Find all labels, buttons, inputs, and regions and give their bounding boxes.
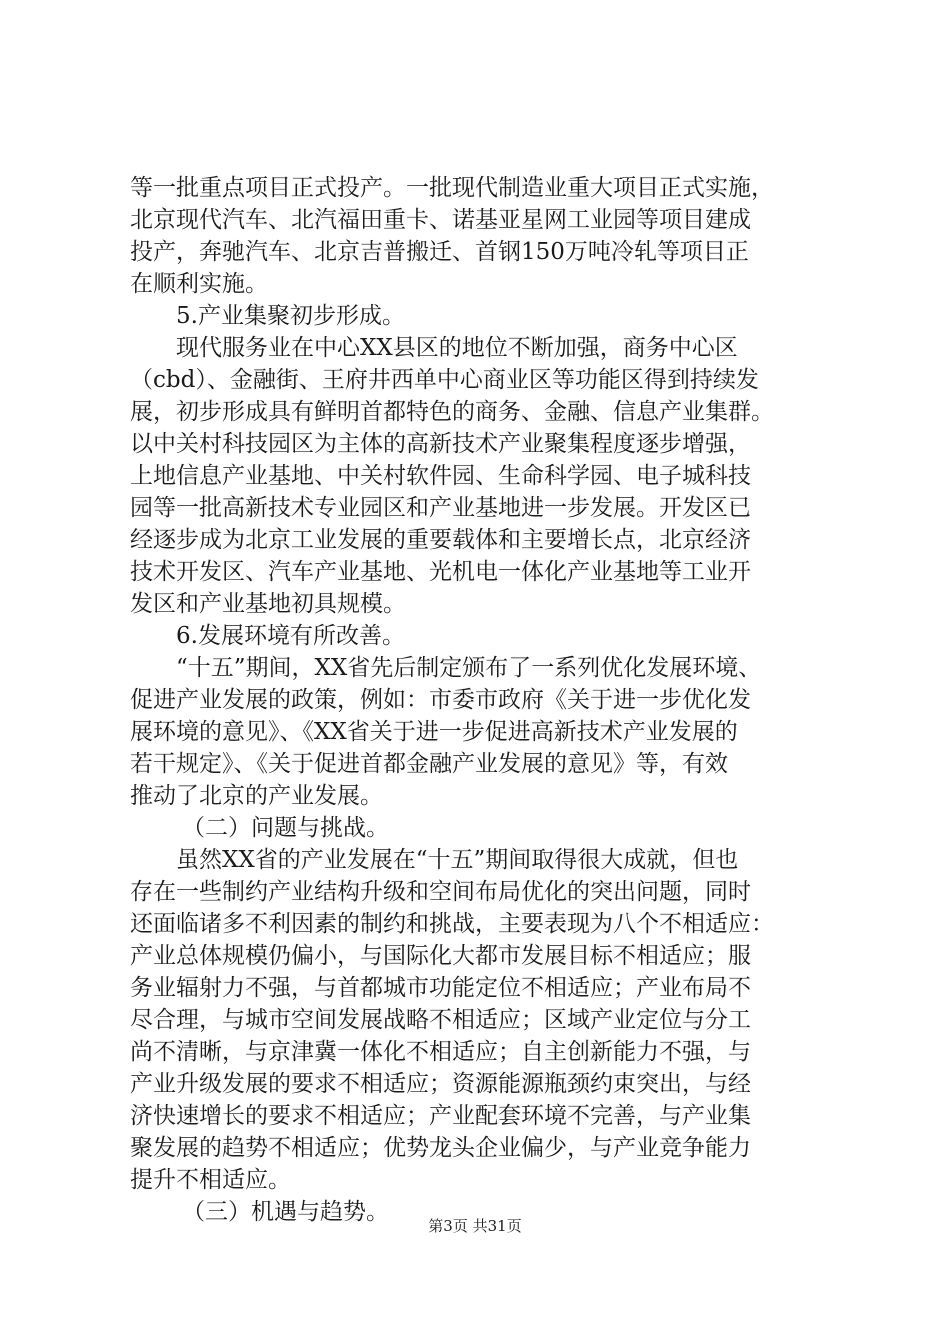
section-heading: （三）机遇与趋势。 <box>182 1199 389 1225</box>
text-line: 尚不清晰，与京津冀一体化不相适应；自主创新能力不强，与 <box>130 1039 751 1065</box>
text-line: 北京现代汽车、北汽福田重卡、诺基亚星网工业园等项目建成 <box>130 207 751 233</box>
section-heading: （二）问题与挑战。 <box>182 815 389 841</box>
text-line: 推动了北京的产业发展。 <box>130 783 383 809</box>
text-line: 展环境的意见》、《XX省关于进一步促进高新技术产业发展的 <box>130 719 738 745</box>
section-heading: 5.产业集聚初步形成。 <box>176 303 405 329</box>
text-line: 虽然XX省的产业发展在“十五”期间取得很大成就，但也 <box>176 847 739 873</box>
text-line: 等一批重点项目正式投产。一批现代制造业重大项目正式实施， <box>130 175 774 201</box>
text-line: 上地信息产业基地、中关村软件园、生命科学园、电子城科技 <box>130 463 751 489</box>
text-line: 现代服务业在中心XX县区的地位不断加强，商务中心区 <box>176 335 738 361</box>
text-line: 尽合理，与城市空间发展战略不相适应；区域产业定位与分工 <box>130 1007 751 1033</box>
text-line: 展，初步形成具有鲜明首都特色的商务、金融、信息产业集群。 <box>130 399 774 425</box>
text-line: 务业辐射力不强，与首都城市功能定位不相适应；产业布局不 <box>130 975 751 1001</box>
text-line: 以中关村科技园区为主体的高新技术产业聚集程度逐步增强， <box>130 431 751 457</box>
text-line: 投产，奔驰汽车、北京吉普搬迁、首钢150万吨冷轧等项目正 <box>130 239 749 265</box>
text-line: 聚发展的趋势不相适应；优势龙头企业偏少，与产业竞争能力 <box>130 1135 751 1161</box>
body-text <box>130 172 830 1228</box>
text-line: 还面临诸多不利因素的制约和挑战，主要表现为八个不相适应： <box>130 911 774 937</box>
text-line: 技术开发区、汽车产业基地、光机电一体化产业基地等工业开 <box>130 559 751 585</box>
text-line: 存在一些制约产业结构升级和空间布局优化的突出问题，同时 <box>130 879 751 905</box>
text-line: 园等一批高新技术专业园区和产业基地进一步发展。开发区已 <box>130 495 751 521</box>
section-heading: 6.发展环境有所改善。 <box>176 623 405 649</box>
text-line: 提升不相适应。 <box>130 1167 291 1193</box>
text-line: 若干规定》、《关于促进首都金融产业发展的意见》等，有效 <box>130 751 728 777</box>
text-line: 发区和产业基地初具规模。 <box>130 591 406 617</box>
text-line: 济快速增长的要求不相适应；产业配套环境不完善，与产业集 <box>130 1103 751 1129</box>
page-footer: 第3页 共31页 <box>428 1217 522 1235</box>
text-line: 产业总体规模仍偏小，与国际化大都市发展目标不相适应；服 <box>130 943 751 969</box>
text-line: 经逐步成为北京工业发展的重要载体和主要增长点，北京经济 <box>130 527 751 553</box>
text-line: 产业升级发展的要求不相适应；资源能源瓶颈约束突出，与经 <box>130 1071 751 1097</box>
text-line: 在顺利实施。 <box>130 271 268 297</box>
text-line: 促进产业发展的政策，例如：市委市政府《关于进一步优化发 <box>130 687 751 713</box>
text-line: （cbd）、金融街、王府井西单中心商业区等功能区得到持续发 <box>130 367 759 393</box>
text-line: “十五”期间，XX省先后制定颁布了一系列优化发展环境、 <box>176 655 762 681</box>
